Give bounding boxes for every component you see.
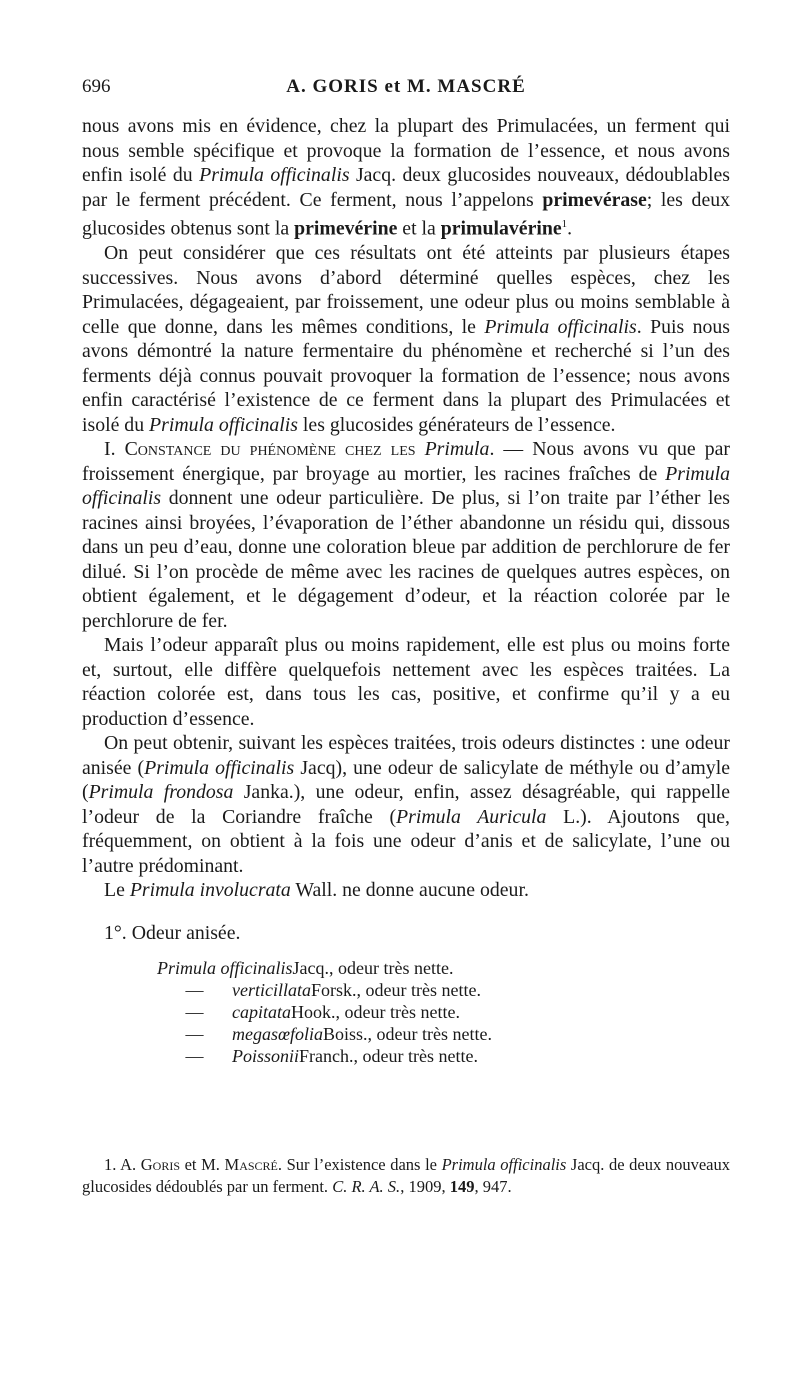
text: L.). Ajoutons que, fréquemment, on obtient à la fois une odeur d’anis et de salicylate, l’une ou l’autre prédominant. bbox=[82, 805, 730, 877]
species-epithet: officinalis bbox=[220, 958, 293, 979]
section-number: I. bbox=[104, 438, 125, 461]
species-epithet: megasœfolia bbox=[232, 1024, 324, 1045]
text: On peut considérer que ces résultats ont été atteints par plusieurs étapes successives. Nous avons d’abord déterminé quelles espèces, chez les Primulacées, dégageaient, par froissement, une odeur plus ou moins semblable à celle que donne, dans les mêmes conditions, le bbox=[82, 242, 730, 338]
species-name: Primula officinalis bbox=[149, 413, 298, 436]
footnote-number: 1. bbox=[104, 1155, 117, 1174]
species-epithet: verticillata bbox=[232, 980, 311, 1001]
page-header bbox=[82, 76, 730, 104]
species-name: Primula officinalis bbox=[199, 164, 350, 186]
paragraph-2 bbox=[82, 241, 730, 437]
text: Jacq. deux glucosides nouveaux, dédoublables par le ferment précédent. Ce ferment, nous l’appelons bbox=[82, 164, 730, 211]
list-item bbox=[157, 1023, 730, 1045]
ditto-dash: — bbox=[185, 1002, 204, 1023]
species-name: Primula officinalis bbox=[144, 756, 295, 779]
text: donnent une odeur particulière. De plus, si l’on traite par l’éther les racines ainsi broyées, l’évaporation de l’éther abandonne un résidu qui, dissous dans un peu d’eau, donne une coloration bleue par addition de perchlorure de fer dilué. Si l’on procède de même avec les racines de quelques autres espèces, on obtient également, et le dégagement d’odeur, et la réaction colorée par le perchlorure de fer. bbox=[82, 487, 730, 632]
text: On peut obtenir, suivant les espèces traitées, trois odeurs distinctes : une odeur anisée ( bbox=[82, 732, 730, 779]
paragraph-3 bbox=[82, 437, 730, 633]
species-name: Primula officinalis bbox=[82, 462, 730, 510]
paragraph-1 bbox=[82, 114, 730, 241]
species-note: Boiss., odeur très nette. bbox=[323, 1024, 492, 1045]
list-item bbox=[157, 1001, 730, 1023]
text: . — Nous avons vu que par froissement énergique, par broyage au mortier, les racines fraîches de bbox=[82, 438, 730, 485]
term-primeverase: primevérase bbox=[542, 188, 647, 211]
ditto-dash: — bbox=[185, 1046, 204, 1067]
section-title-genus: Primula bbox=[415, 438, 490, 461]
text: les glucosides générateurs de l’essence. bbox=[297, 413, 616, 436]
volume-number: 149 bbox=[449, 1177, 475, 1196]
text: Mais l’odeur apparaît plus ou moins rapidement, elle est plus ou moins forte et, surtout, elle diffère quelquefois nettement avec les espèces traitées. La réaction colorée est, dans tous les cas, positive, et confirme qu’il y a eu production d’essence. bbox=[82, 634, 730, 730]
body-text bbox=[82, 114, 730, 1067]
text: . Puis nous avons démontré la nature fermentaire du phénomène et recherché si l’un des ferments déjà connus pouvait provoquer la formation de l’essence; nous avons enfin caractérisé l’existence de ce ferment dans la plupart des Primulacées et isolé du bbox=[82, 315, 730, 436]
text: Jacq), une odeur de salicylate de méthyle ou d’amyle ( bbox=[82, 756, 730, 804]
genus: Primula bbox=[157, 958, 217, 979]
author-name: Mascré bbox=[224, 1155, 278, 1174]
list-item bbox=[157, 1045, 730, 1067]
running-title: A. GORIS et M. MASCRÉ bbox=[286, 76, 526, 97]
footnote-text bbox=[82, 1154, 730, 1198]
text: . Sur l’existence dans le bbox=[277, 1155, 442, 1174]
paragraph-4 bbox=[82, 633, 730, 731]
text: nous avons mis en évidence, chez la plupart des Primulacées, un ferment qui nous semble spécifique et provoque la formation de l’essence, et nous avons enfin isolé du bbox=[82, 115, 730, 186]
species-name: Primula officinalis bbox=[441, 1155, 567, 1174]
ditto-dash: — bbox=[185, 980, 204, 1001]
text: A. bbox=[116, 1155, 141, 1174]
paragraph-6 bbox=[82, 878, 730, 903]
species-name: Primula Auricula bbox=[396, 805, 547, 828]
species-list bbox=[157, 957, 730, 1067]
species-note: Franch., odeur très nette. bbox=[299, 1046, 478, 1067]
species-epithet: capitata bbox=[232, 1002, 291, 1023]
text: . bbox=[567, 217, 573, 240]
page-number: 696 bbox=[82, 76, 111, 97]
author-name: Goris bbox=[140, 1155, 180, 1174]
species-name: Primula frondosa bbox=[88, 781, 234, 804]
species-name: Primula officinalis bbox=[484, 315, 637, 338]
text: Le bbox=[104, 879, 130, 902]
text: ; les deux glucosides obtenus sont la bbox=[82, 188, 731, 240]
list-item bbox=[157, 979, 730, 1001]
text: Wall. ne donne aucune odeur. bbox=[290, 879, 529, 902]
section-title: Constance du phénomène chez les bbox=[124, 438, 416, 461]
footnote-ref: 1 bbox=[561, 218, 568, 230]
paragraph-5 bbox=[82, 731, 730, 878]
species-note: Jacq., odeur très nette. bbox=[292, 958, 454, 979]
list-item bbox=[157, 957, 730, 979]
species-note: Hook., odeur très nette. bbox=[291, 1002, 460, 1023]
text: Janka.), une odeur, enfin, assez désagréable, qui rappelle l’odeur de la Coriandre fraîche ( bbox=[82, 781, 730, 828]
journal-abbrev: C. R. A. S. bbox=[332, 1177, 401, 1196]
species-name: Primula involucrata bbox=[129, 879, 291, 902]
term-primulaverine: primulavérine bbox=[440, 217, 562, 240]
species-note: Forsk., odeur très nette. bbox=[310, 980, 481, 1001]
text: , 947. bbox=[474, 1177, 512, 1196]
footnote bbox=[82, 1154, 730, 1198]
subsection-heading: 1°. Odeur anisée. bbox=[104, 921, 241, 944]
text: Jacq. de deux nouveaux glucosides dédoublés par un ferment. bbox=[82, 1155, 730, 1196]
text: et la bbox=[397, 217, 441, 240]
ditto-dash: — bbox=[185, 1024, 204, 1045]
species-epithet: Poissonii bbox=[232, 1046, 300, 1067]
term-primeverine: primevérine bbox=[294, 217, 398, 240]
text: et M. bbox=[180, 1155, 225, 1174]
text: , 1909, bbox=[400, 1177, 450, 1196]
